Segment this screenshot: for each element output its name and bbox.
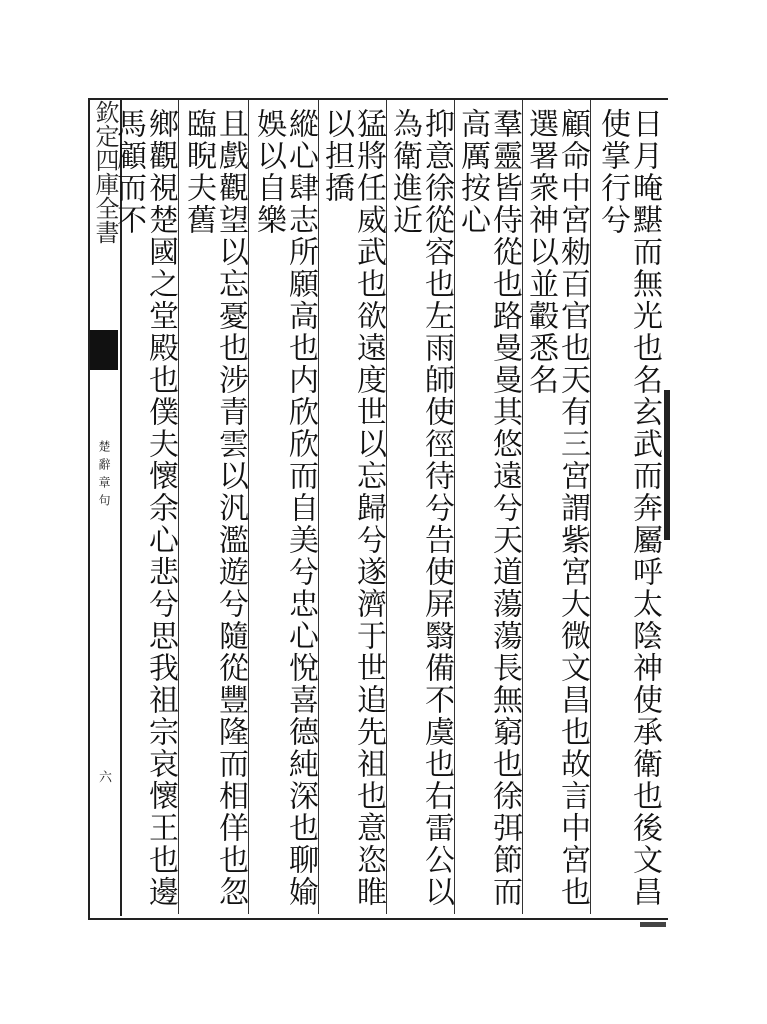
page-number: 六 [96, 770, 111, 783]
fishtail-mark [90, 330, 118, 370]
text-column-7: 且戲觀望以忘憂也涉青雲以汎濫遊兮隨從豐隆而相佯也忽臨睨夫舊 [181, 108, 248, 908]
text-column-2: 顧命中宮勑百官也天有三宮謂紫宮大微文昌也故言中宮也選署衆神以並轂悉名 [523, 108, 590, 908]
text-column-4: 抑意徐從容也左雨師使徑待兮告使屏翳備不虞也右雷公以為衛進近 [387, 108, 454, 908]
column-rule [590, 100, 591, 914]
scan-artifact [640, 922, 666, 927]
scan-artifact [664, 390, 670, 540]
book-title: 楚辭章句 [97, 440, 111, 512]
column-rule [318, 100, 319, 914]
column-rule [178, 100, 179, 914]
text-column-5: 猛將任威武也欲遠度世以忘歸兮遂濟于世追先祖也意恣睢以担撟 [319, 108, 386, 908]
column-rule [248, 100, 249, 914]
text-column-8: 鄉觀視楚國之堂殿也僕夫懷余心悲兮思我祖宗哀懷王也邊馬顧而不 [111, 108, 178, 908]
text-column-3: 羣靈皆侍從也路曼曼其悠遠兮天道蕩蕩長無窮也徐弭節而高厲按心 [455, 108, 522, 908]
text-column-6: 縱心肆志所願高也内欣欣而自美兮忠心悅喜德純深也聊媮娛以自樂 [251, 108, 318, 908]
text-column-1: 日月晻黮而無光也名玄武而奔屬呼太陰神使承衛也後文昌使掌行兮 [595, 108, 662, 908]
margin-title: 欽定四庫全書 [91, 100, 119, 244]
